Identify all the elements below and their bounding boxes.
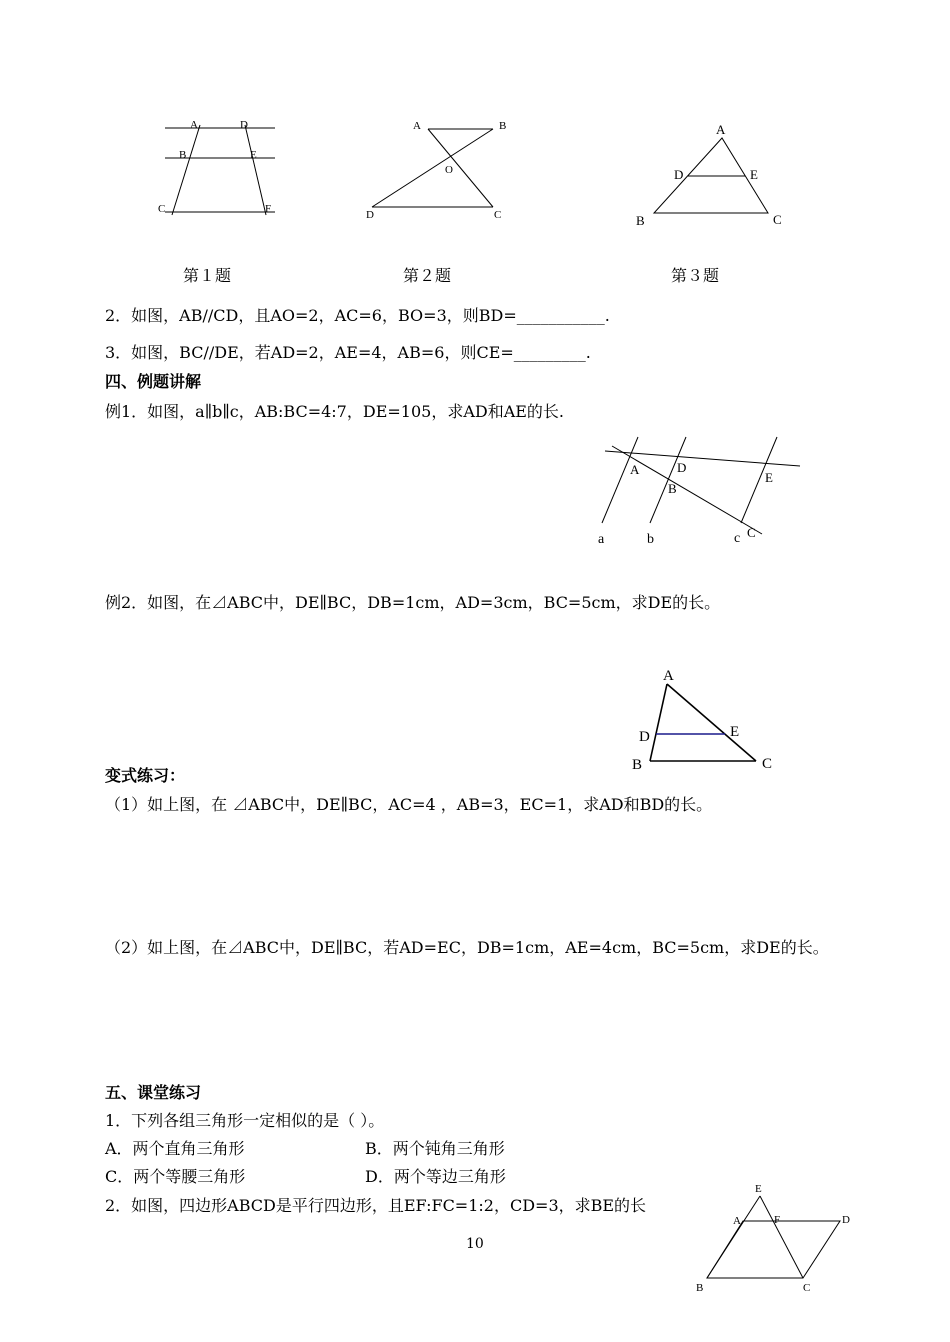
fig6-label-d: D <box>842 1214 850 1226</box>
page-number: 10 <box>466 1236 484 1252</box>
section-4-heading: 四、例题讲解 <box>105 372 202 391</box>
variant-1: （1）如上图，在 ⊿ABC中，DE∥BC，AC=4 ，AB=3，EC=1，求AD和BD的长。 <box>105 795 713 814</box>
variant-heading: 变式练习： <box>105 766 186 785</box>
fig2-label-o: O <box>445 164 453 176</box>
fig5-label-d: D <box>639 729 650 745</box>
fig1-caption: 第１题 <box>183 266 232 285</box>
option-c: C．两个等腰三角形 <box>105 1167 246 1186</box>
fig5-label-a: A <box>663 668 674 684</box>
fig6-label-c: C <box>803 1282 811 1294</box>
fig2-label-d: D <box>366 209 374 221</box>
fig2-label-a: A <box>413 120 421 132</box>
practice-2: 2．如图，四边形ABCD是平行四边形，且EF:FC=1:2，CD=3，求BE的长 <box>105 1196 647 1215</box>
fig6-parallelogram <box>707 1221 840 1278</box>
fig3-caption: 第３题 <box>671 266 720 285</box>
fig2-caption: 第２题 <box>403 266 452 285</box>
fig6-be <box>707 1196 760 1278</box>
example-2: 例2．如图，在⊿ABC中，DE∥BC，DB=1cm，AD=3cm，BC=5cm，求DE的长。 <box>105 593 721 612</box>
fig2-label-c: C <box>494 209 502 221</box>
fig1-label-e: E <box>250 149 257 161</box>
fig4-label-b: B <box>668 481 677 496</box>
practice-1: 1．下列各组三角形一定相似的是（ ）。 <box>105 1111 385 1130</box>
fig5-label-e: E <box>730 724 740 740</box>
fig1-label-a: A <box>190 119 198 131</box>
fig5-label-b: B <box>632 757 643 773</box>
fig4-label-line-a: a <box>598 532 605 547</box>
option-b: B．两个钝角三角形 <box>365 1139 505 1158</box>
fig1-label-d: D <box>240 119 248 131</box>
fig6-label-e: E <box>755 1183 762 1195</box>
fig4-label-d: D <box>677 460 687 475</box>
fig4-label-e: E <box>765 470 773 485</box>
fig2-label-b: B <box>499 120 507 132</box>
fig6-label-b: B <box>696 1282 704 1294</box>
fig3-label-c: C <box>773 212 782 227</box>
section-5-heading: 五、课堂练习 <box>105 1083 202 1102</box>
fig3-label-e: E <box>750 167 758 182</box>
example-1: 例1．如图，a∥b∥c，AB:BC=4:7，DE=105，求AD和AE的长. <box>105 402 565 421</box>
question-3: 3．如图，BC//DE，若AD=2，AE=4，AB=6，则CE=_________. <box>105 343 591 362</box>
option-a: A．两个直角三角形 <box>105 1139 245 1158</box>
fig6-label-f: F <box>774 1214 781 1226</box>
fig4-label-line-b: b <box>647 532 654 547</box>
fig1-label-f: F <box>265 203 272 215</box>
variant-2: （2）如上图，在⊿ABC中，DE∥BC，若AD=EC，DB=1cm，AE=4cm，BC=5cm，求DE的长。 <box>105 938 829 957</box>
fig3-label-b: B <box>636 213 645 228</box>
fig4-label-a: A <box>630 462 640 477</box>
question-2: 2．如图，AB//CD，且AO=2，AC=6，BO=3，则BD=___________. <box>105 306 610 325</box>
fig6-label-a: A <box>733 1215 741 1227</box>
fig3-label-d: D <box>674 167 684 182</box>
fig5-label-c: C <box>762 756 773 772</box>
fig4-label-line-c: c <box>734 531 741 546</box>
option-d: D．两个等边三角形 <box>365 1167 506 1186</box>
fig1-label-c: C <box>158 203 166 215</box>
fig4-label-c: C <box>747 525 756 540</box>
fig1-label-b: B <box>179 149 187 161</box>
fig6-ec <box>760 1196 803 1278</box>
fig3-label-a: A <box>716 122 726 137</box>
